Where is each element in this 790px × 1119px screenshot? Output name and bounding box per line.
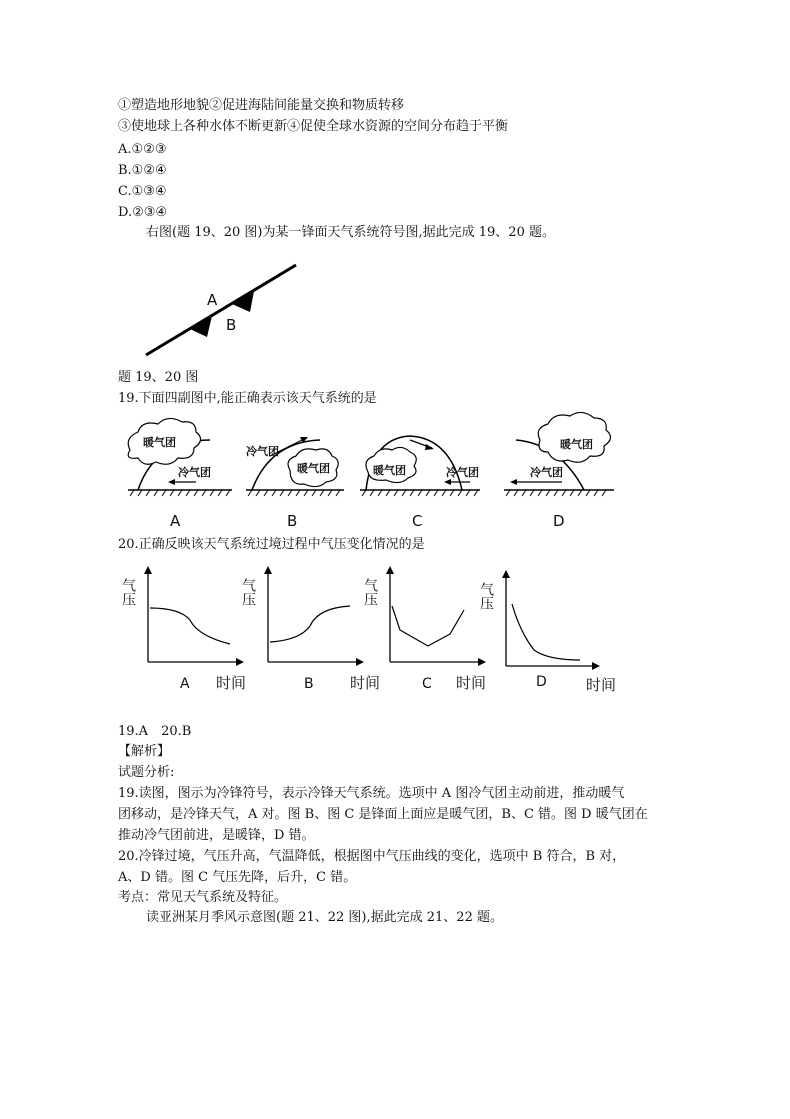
- q20-a-xlabel: 时间: [216, 674, 247, 692]
- q19-b-warm: 暖气团: [297, 462, 330, 475]
- q19-a-cold: 冷气团: [178, 466, 211, 479]
- q19-d-cold: 冷气团: [530, 466, 563, 479]
- front-label-b: B: [226, 316, 237, 334]
- q19-panel-a: [128, 418, 232, 530]
- q20-curve-d: [512, 604, 580, 660]
- q19-panels: [0, 410, 790, 540]
- q20-graph-d: [478, 570, 616, 694]
- q20-curve-a: [150, 608, 230, 644]
- q20-b-letter: B: [304, 676, 314, 692]
- q20-a-letter: A: [180, 676, 190, 692]
- q19-a-letter: A: [170, 512, 181, 530]
- q19-panel-c: [360, 436, 480, 530]
- q18-option-b: B.①②④: [118, 163, 167, 178]
- q19-panel-b: [246, 437, 344, 530]
- q20-b-ylabel: 气压: [240, 578, 256, 606]
- q20-a-ylabel: 气压: [120, 578, 136, 606]
- front-label-a: A: [207, 291, 218, 309]
- exp19-line3: 推动冷气团前进，是暖锋，D 错。: [118, 828, 315, 843]
- q19-b-letter: B: [287, 512, 298, 530]
- q18-option-c: C.①③④: [118, 184, 167, 199]
- q20-d-xlabel: 时间: [586, 676, 617, 694]
- q19-c-letter: C: [412, 512, 423, 530]
- cold-front-symbol-figure: [0, 255, 790, 385]
- q19-d-letter: D: [553, 512, 565, 530]
- analysis-header: 【解析】: [118, 744, 171, 759]
- front-line: [146, 265, 296, 355]
- q19-stem: 19.下面四副图中,能正确表示该天气系统的是: [118, 391, 377, 406]
- exp19-line1: 19.读图，图示为冷锋符号，表示冷锋天气系统。选项中 A 图冷气团主动前进，推动暖气: [118, 786, 625, 801]
- exp19-line2: 团移动，是冷锋天气，A 对。图 B、图 C 是锋面上面应是暖气团，B、C 错。图 D 暖气团在: [118, 807, 648, 822]
- q20-c-ylabel: 气压: [362, 578, 378, 606]
- answers: 19.A 20.B: [118, 724, 192, 739]
- q18-statement-line1: ①塑造地形地貌②促进海陆间能量交换和物质转移: [118, 98, 405, 113]
- exp20-line2: A、D 错。图 C 气压先降，后升，C 错。: [118, 870, 357, 885]
- q20-c-letter: C: [422, 676, 432, 692]
- q20-graph-a: [120, 566, 246, 692]
- intro-19-20: 右图(题 19、20 图)为某一锋面天气系统符号图,据此完成 19、20 题。: [146, 225, 555, 240]
- exp20-line1: 20.冷锋过境，气压升高，气温降低，根据图中气压曲线的变化，选项中 B 符合，B 对，: [118, 849, 626, 864]
- q20-graph-c: [362, 566, 486, 692]
- q18-option-d: D.②③④: [118, 205, 168, 220]
- q20-pressure-graphs: [0, 560, 790, 700]
- q20-d-letter: D: [536, 674, 547, 690]
- q20-b-xlabel: 时间: [350, 674, 381, 692]
- q20-graph-b: [240, 566, 380, 692]
- q19-b-cold: 冷气团: [246, 445, 279, 458]
- q19-d-warm: 暖气团: [560, 438, 593, 451]
- q19-a-warm: 暖气团: [143, 436, 176, 449]
- analysis-title: 试题分析:: [118, 765, 175, 780]
- q18-option-a: A.①②③: [118, 142, 167, 157]
- kaodian: 考点：常见天气系统及特征。: [118, 890, 288, 905]
- q20-c-xlabel: 时间: [456, 674, 487, 692]
- q20-stem: 20.正确反映该天气系统过境过程中气压变化情况的是: [118, 537, 425, 552]
- q20-curve-b: [270, 606, 350, 642]
- q20-d-ylabel: 气压: [478, 582, 494, 610]
- intro-21-22: 读亚洲某月季风示意图(题 21、22 图),据此完成 21、22 题。: [146, 910, 503, 925]
- q20-curve-c: [392, 606, 464, 646]
- q19-c-cold: 冷气团: [446, 466, 479, 479]
- q19-c-warm: 暖气团: [373, 464, 406, 477]
- q18-statement-line2: ③使地球上各种水体不断更新④促使全球水资源的空间分布趋于平衡: [118, 119, 509, 134]
- figure-caption: 题 19、20 图: [118, 370, 199, 385]
- q19-panel-d: [504, 412, 614, 530]
